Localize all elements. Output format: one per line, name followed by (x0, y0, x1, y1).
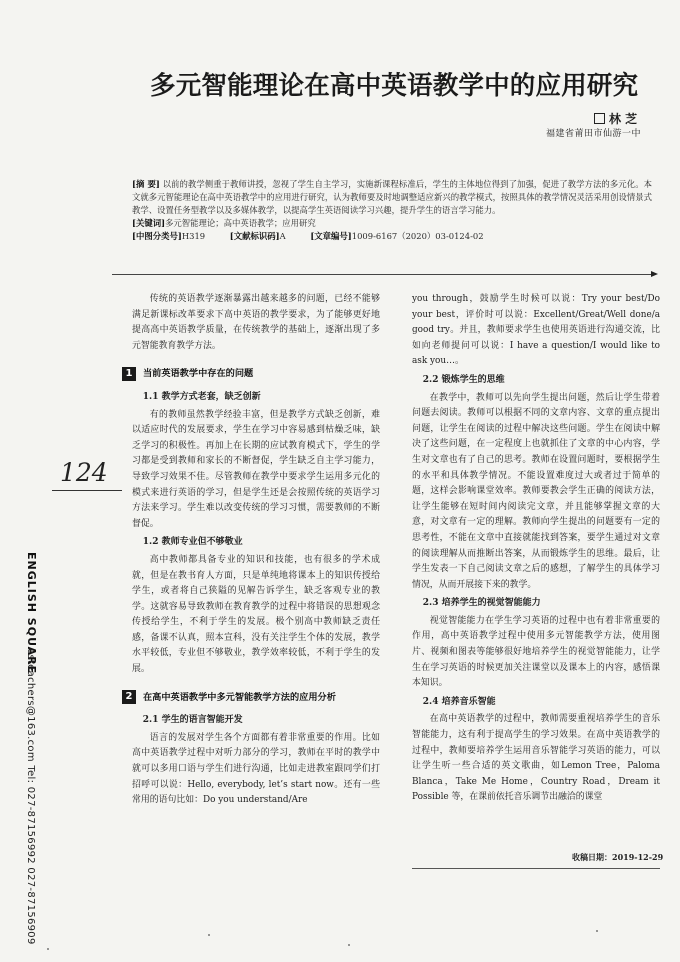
section-1-heading (122, 366, 380, 382)
abstract-text: 以前的教学侧重于教师讲授，忽视了学生自主学习，实施新课程标准后，学生的主体地位得到了加强，促进了教学方法的多元化。本文就多元智能理论在高中英语教学中的应用进行研究，认为教师要及时地调整适应新兴的教学模式，按照具体的教学情况灵活采用创设情景式教学、设置任务型教学以及多媒体教学，以提高学生英语阅读学习兴趣，提升学生的语言学习能力。 (132, 179, 653, 215)
subsection-2-1-text: 语言的发展对学生各个方面都有着非常重要的作用。比如高中英语教学过程中对听力部分的学习，教师在平时的教学中就可以多用口语与学生们进行沟通，比如走进教室跟同学们打招呼可以说：Hello, everybody, let’s start now。还有一些常用的语句比如：Do you understand/Are (132, 732, 380, 806)
subsection-2-4-title: 2.4 培养音乐智能 (422, 696, 496, 707)
footer-rule (412, 868, 660, 869)
subsection-1-1-text: 有的教师虽然教学经验丰富，但是教学方式缺乏创新，难以适应时代的发展要求，学生在学习中容易感到枯燥乏味，缺乏学习的积极性。再加上在长期的应试教育模式下，学生的学习都是受到教师和家长的不断督促，学生缺乏自主学习能力，导致学习效果不佳。尽管教师在教学中要求学生运用多元化的模式来进行英语的学习，但是学生还是会按照传统的英语学习方法来学习。学生难以改变传统的学习习惯，需要教师的不断督促。 (132, 409, 380, 529)
article-id-label: [文章编号] (310, 231, 352, 241)
section-2-number: 2 (122, 690, 136, 704)
journal-contact: esteachers@163.com Tel: 027-87156992 027-87156909 (25, 648, 36, 945)
subsection-2-2-text: 在教学中，教师可以先向学生提出问题，然后让学生带着问题去阅读。教师可以根据不同的文章内容、文章的重点提出问题，让学生在阅读的过程中解决这些问题。学生在阅读中解决了这些问题，在一定程度上也就抓住了文章的中心内容，学生对文章也有了自己的思考。教师在设置问题时，要根据学生的水平和具体教学情况。不能设置难度过大或者过于简单的题，这样会影响课堂效率。教师要教会学生正确的阅读方法，让学生能够在短时间内阅读完文章，并且能够掌握文章的大意，对文章有一定的理解。教师向学生提出的问题要有一定的思考性，不能在文章中直接就能找到答案，要学生通过对文章的阅读理解从而推断出答案，从而锻炼学生的思维。最后，让学生发表一下自己阅读文章之后的感想，了解学生的具体学习情况，从而开展接下来的教学。 (412, 392, 660, 590)
author-name (594, 110, 637, 127)
abstract (132, 178, 652, 217)
abstract-block (132, 178, 652, 243)
author-box (594, 113, 605, 124)
scan-speck (596, 930, 598, 932)
subsection-1-1-title: 1.1 教学方式老套，缺乏创新 (142, 391, 261, 402)
abstract-label: [摘 要] (132, 179, 160, 189)
subsection-2-4-text: 在高中英语教学的过程中，教师需要重视培养学生的音乐智能能力，这有利于提高学生的学习效果。在高中英语教学的过程中，教师要培养学生运用音乐智能学习英语的能力，可以让学生听一些合适的英文歌曲，如Lemon Tree，Paloma Blanca，Take Me Home，Country Road，Dream it Possible 等，在课前依托音乐调节出融洽的课堂 (412, 714, 660, 803)
doc-code-label: [文献标识码] (229, 231, 280, 241)
clc-label: [中图分类号] (132, 231, 182, 241)
author-affiliation: 福建省莆田市仙游一中 (546, 129, 642, 139)
author-text: 林 芝 (609, 112, 638, 126)
header-rule (112, 274, 652, 275)
subsection-1-2-text: 高中教师都具备专业的知识和技能，也有很多的学术成就，但是在教书育人方面，只是单纯地将课本上的知识传授给学生，或者将自己狭隘的见解告诉学生，缺乏客观专业的教学。这就容易导致教师在教育教学的过程中将错误的思想观念传授给学生，不利于学生的发展。极个别高中教师缺乏责任感，备课不认真，照本宣科，没有关注学生个体的发展，教学水平较低，专业但不够敬业，教学效率较低，不利于学生的发展。 (132, 554, 380, 675)
scan-speck (47, 948, 49, 950)
intro-paragraph: 传统的英语教学逐渐暴露出越来越多的问题，已经不能够满足新课标改革要求下高中英语的教学要求，为了能够更好地提高高中英语教学质量，在传统教学的基础上，逐渐出现了多元智能教育教学方法。 (132, 294, 380, 351)
section-1-number: 1 (122, 367, 136, 381)
classification-row (132, 230, 652, 243)
right-column (412, 292, 660, 806)
scan-speck (208, 934, 210, 936)
doc-code-value: A (279, 231, 286, 241)
received-date: 收稿日期：2019-12-29 (572, 852, 664, 862)
keywords-text: 多元智能理论；高中英语教学；应用研究 (165, 218, 316, 228)
subsection-2-1-title: 2.1 学生的语言智能开发 (142, 715, 243, 726)
section-2-heading (122, 690, 380, 706)
subsection-2-3-text: 视觉智能能力在学生学习英语的过程中也有着非常重要的作用，高中英语教学过程中使用多元智能教学方法，使用图片、视频和图表等能够很好地培养学生的视觉智能能力，让学生在学习英语的时候更加关注课堂以及课本上的内容，感悟课本知识。 (412, 615, 660, 689)
scan-speck (348, 944, 350, 946)
continued-paragraph: you through，鼓励学生时候可以说：Try your best/Do your best，评价时可以说：Excellent/Great/Well done/a good try。并且，教师要求学生也使用英语进行沟通交流，比如向老师提问可以说：I have a question/I would like to ask you…。 (412, 294, 660, 367)
article-title: 多元智能理论在高中英语教学中的应用研究 (150, 71, 639, 101)
article-id-value: 1009-6167（2020）03-0124-02 (351, 231, 484, 241)
page-number: 124 (60, 458, 108, 487)
clc-value: H319 (181, 231, 206, 241)
subsection-1-2-title: 1.2 教师专业但不够敬业 (142, 537, 243, 548)
section-2-title: 在高中英语教学中多元智能教学方法的应用分析 (143, 691, 336, 703)
keywords (132, 217, 652, 230)
subsection-2-3-title: 2.3 培养学生的视觉智能能力 (422, 598, 541, 609)
page-number-rule (52, 490, 122, 491)
left-column (125, 292, 380, 809)
subsection-2-2-title: 2.2 锻炼学生的思维 (422, 374, 505, 385)
section-1-title: 当前英语教学中存在的问题 (143, 368, 254, 380)
keywords-label: [关键词] (132, 218, 166, 228)
journal-name: ENGLISH SQUARE (25, 552, 38, 675)
